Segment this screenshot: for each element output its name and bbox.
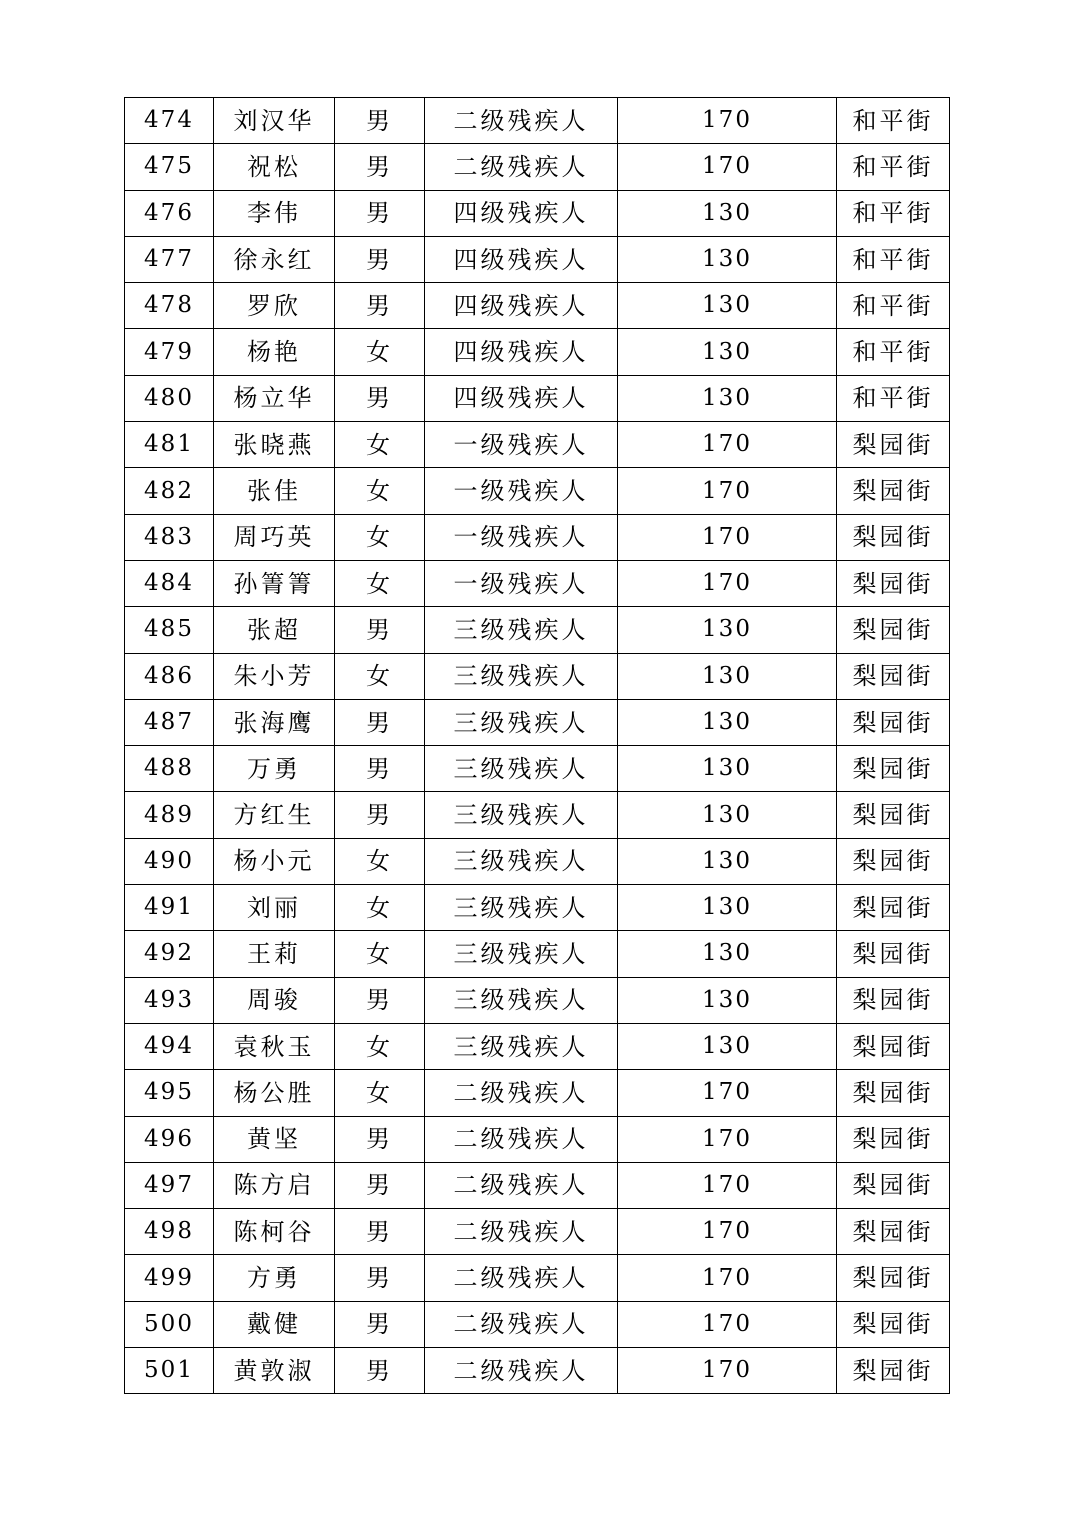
serial-number-cell: 474 [125, 98, 214, 144]
amount-cell: 130 [618, 838, 837, 884]
street-cell: 梨园街 [837, 1301, 950, 1347]
table-row [125, 1255, 950, 1301]
serial-number-cell: 483 [125, 514, 214, 560]
serial-number-cell: 489 [125, 792, 214, 838]
name-cell: 周骏 [214, 977, 335, 1023]
serial-number-cell: 481 [125, 422, 214, 468]
table-row [125, 1162, 950, 1208]
serial-number-cell: 480 [125, 375, 214, 421]
table-row [125, 560, 950, 606]
gender-cell: 女 [335, 514, 425, 560]
amount-cell: 170 [618, 1255, 837, 1301]
table-row [125, 283, 950, 329]
gender-cell: 男 [335, 1301, 425, 1347]
name-cell: 杨立华 [214, 375, 335, 421]
street-cell: 和平街 [837, 98, 950, 144]
table-row [125, 190, 950, 236]
amount-cell: 130 [618, 1023, 837, 1069]
table-row [125, 144, 950, 190]
street-cell: 梨园街 [837, 885, 950, 931]
name-cell: 陈柯谷 [214, 1209, 335, 1255]
gender-cell: 男 [335, 375, 425, 421]
serial-number-cell: 492 [125, 931, 214, 977]
amount-cell: 130 [618, 653, 837, 699]
table-row [125, 1301, 950, 1347]
disability-grade-cell: 四级残疾人 [425, 375, 618, 421]
name-cell: 刘丽 [214, 885, 335, 931]
amount-cell: 130 [618, 699, 837, 745]
serial-number-cell: 501 [125, 1348, 214, 1394]
serial-number-cell: 479 [125, 329, 214, 375]
gender-cell: 女 [335, 468, 425, 514]
gender-cell: 男 [335, 746, 425, 792]
disability-grade-cell: 三级残疾人 [425, 653, 618, 699]
street-cell: 梨园街 [837, 607, 950, 653]
street-cell: 梨园街 [837, 1348, 950, 1394]
amount-cell: 130 [618, 931, 837, 977]
disability-grade-cell: 二级残疾人 [425, 1162, 618, 1208]
name-cell: 杨艳 [214, 329, 335, 375]
street-cell: 梨园街 [837, 1255, 950, 1301]
name-cell: 孙箐箐 [214, 560, 335, 606]
name-cell: 刘汉华 [214, 98, 335, 144]
name-cell: 陈方启 [214, 1162, 335, 1208]
disability-grade-cell: 三级残疾人 [425, 699, 618, 745]
disability-grade-cell: 三级残疾人 [425, 931, 618, 977]
name-cell: 黄坚 [214, 1116, 335, 1162]
amount-cell: 170 [618, 1348, 837, 1394]
serial-number-cell: 484 [125, 560, 214, 606]
table-row [125, 1209, 950, 1255]
gender-cell: 男 [335, 1255, 425, 1301]
name-cell: 戴健 [214, 1301, 335, 1347]
disability-grade-cell: 二级残疾人 [425, 98, 618, 144]
serial-number-cell: 500 [125, 1301, 214, 1347]
gender-cell: 男 [335, 1348, 425, 1394]
amount-cell: 130 [618, 746, 837, 792]
amount-cell: 170 [618, 1070, 837, 1116]
amount-cell: 130 [618, 190, 837, 236]
street-cell: 梨园街 [837, 1116, 950, 1162]
street-cell: 梨园街 [837, 1209, 950, 1255]
amount-cell: 170 [618, 1209, 837, 1255]
amount-cell: 170 [618, 422, 837, 468]
disability-grade-cell: 三级残疾人 [425, 838, 618, 884]
serial-number-cell: 485 [125, 607, 214, 653]
street-cell: 梨园街 [837, 1023, 950, 1069]
street-cell: 和平街 [837, 144, 950, 190]
disability-grade-cell: 二级残疾人 [425, 144, 618, 190]
disability-grade-cell: 三级残疾人 [425, 792, 618, 838]
gender-cell: 女 [335, 1023, 425, 1069]
amount-cell: 170 [618, 1162, 837, 1208]
table-row [125, 514, 950, 560]
serial-number-cell: 482 [125, 468, 214, 514]
name-cell: 周巧英 [214, 514, 335, 560]
name-cell: 徐永红 [214, 236, 335, 282]
name-cell: 张晓燕 [214, 422, 335, 468]
gender-cell: 女 [335, 329, 425, 375]
name-cell: 祝松 [214, 144, 335, 190]
serial-number-cell: 476 [125, 190, 214, 236]
gender-cell: 男 [335, 1209, 425, 1255]
name-cell: 方红生 [214, 792, 335, 838]
disability-grade-cell: 一级残疾人 [425, 560, 618, 606]
amount-cell: 170 [618, 98, 837, 144]
serial-number-cell: 475 [125, 144, 214, 190]
gender-cell: 男 [335, 1116, 425, 1162]
name-cell: 方勇 [214, 1255, 335, 1301]
table-row [125, 699, 950, 745]
serial-number-cell: 487 [125, 699, 214, 745]
gender-cell: 男 [335, 1162, 425, 1208]
table-row [125, 838, 950, 884]
street-cell: 梨园街 [837, 653, 950, 699]
table-row [125, 236, 950, 282]
gender-cell: 女 [335, 1070, 425, 1116]
table-row [125, 653, 950, 699]
amount-cell: 170 [618, 514, 837, 560]
name-cell: 朱小芳 [214, 653, 335, 699]
gender-cell: 男 [335, 699, 425, 745]
name-cell: 杨公胜 [214, 1070, 335, 1116]
gender-cell: 男 [335, 792, 425, 838]
serial-number-cell: 486 [125, 653, 214, 699]
disability-grade-cell: 四级残疾人 [425, 329, 618, 375]
serial-number-cell: 499 [125, 1255, 214, 1301]
table-row [125, 1070, 950, 1116]
street-cell: 梨园街 [837, 1070, 950, 1116]
gender-cell: 男 [335, 98, 425, 144]
name-cell: 李伟 [214, 190, 335, 236]
amount-cell: 170 [618, 560, 837, 606]
serial-number-cell: 491 [125, 885, 214, 931]
disability-grade-cell: 三级残疾人 [425, 977, 618, 1023]
disability-grade-cell: 四级残疾人 [425, 236, 618, 282]
street-cell: 梨园街 [837, 560, 950, 606]
name-cell: 张海鹰 [214, 699, 335, 745]
amount-cell: 130 [618, 283, 837, 329]
table-row [125, 375, 950, 421]
gender-cell: 男 [335, 283, 425, 329]
gender-cell: 男 [335, 977, 425, 1023]
street-cell: 梨园街 [837, 1162, 950, 1208]
serial-number-cell: 498 [125, 1209, 214, 1255]
disability-grade-cell: 四级残疾人 [425, 190, 618, 236]
table-row [125, 746, 950, 792]
amount-cell: 130 [618, 236, 837, 282]
roster-table [124, 97, 950, 1394]
gender-cell: 男 [335, 190, 425, 236]
disability-grade-cell: 二级残疾人 [425, 1348, 618, 1394]
serial-number-cell: 494 [125, 1023, 214, 1069]
disability-grade-cell: 四级残疾人 [425, 283, 618, 329]
name-cell: 张超 [214, 607, 335, 653]
serial-number-cell: 490 [125, 838, 214, 884]
gender-cell: 女 [335, 422, 425, 468]
serial-number-cell: 488 [125, 746, 214, 792]
street-cell: 和平街 [837, 283, 950, 329]
disability-grade-cell: 二级残疾人 [425, 1116, 618, 1162]
street-cell: 和平街 [837, 329, 950, 375]
serial-number-cell: 495 [125, 1070, 214, 1116]
gender-cell: 女 [335, 653, 425, 699]
gender-cell: 女 [335, 885, 425, 931]
table-row [125, 1348, 950, 1394]
amount-cell: 130 [618, 885, 837, 931]
disability-grade-cell: 一级残疾人 [425, 468, 618, 514]
street-cell: 梨园街 [837, 514, 950, 560]
table-row [125, 468, 950, 514]
serial-number-cell: 477 [125, 236, 214, 282]
serial-number-cell: 497 [125, 1162, 214, 1208]
table-row [125, 1023, 950, 1069]
table-row [125, 885, 950, 931]
amount-cell: 170 [618, 1301, 837, 1347]
disability-grade-cell: 三级残疾人 [425, 1023, 618, 1069]
amount-cell: 130 [618, 977, 837, 1023]
amount-cell: 130 [618, 375, 837, 421]
disability-grade-cell: 二级残疾人 [425, 1301, 618, 1347]
street-cell: 梨园街 [837, 468, 950, 514]
table-row [125, 1116, 950, 1162]
street-cell: 梨园街 [837, 746, 950, 792]
street-cell: 和平街 [837, 190, 950, 236]
name-cell: 袁秋玉 [214, 1023, 335, 1069]
street-cell: 梨园街 [837, 977, 950, 1023]
serial-number-cell: 478 [125, 283, 214, 329]
amount-cell: 170 [618, 144, 837, 190]
gender-cell: 女 [335, 838, 425, 884]
disability-grade-cell: 二级残疾人 [425, 1209, 618, 1255]
table-row [125, 607, 950, 653]
street-cell: 梨园街 [837, 931, 950, 977]
table-row [125, 792, 950, 838]
name-cell: 杨小元 [214, 838, 335, 884]
street-cell: 梨园街 [837, 792, 950, 838]
amount-cell: 130 [618, 792, 837, 838]
disability-grade-cell: 三级残疾人 [425, 607, 618, 653]
amount-cell: 130 [618, 607, 837, 653]
amount-cell: 130 [618, 329, 837, 375]
gender-cell: 女 [335, 931, 425, 977]
disability-grade-cell: 三级残疾人 [425, 885, 618, 931]
gender-cell: 男 [335, 236, 425, 282]
table-row [125, 329, 950, 375]
disability-grade-cell: 一级残疾人 [425, 422, 618, 468]
name-cell: 黄敦淑 [214, 1348, 335, 1394]
gender-cell: 男 [335, 607, 425, 653]
name-cell: 万勇 [214, 746, 335, 792]
table-row [125, 422, 950, 468]
street-cell: 和平街 [837, 375, 950, 421]
name-cell: 王莉 [214, 931, 335, 977]
name-cell: 张佳 [214, 468, 335, 514]
street-cell: 和平街 [837, 236, 950, 282]
name-cell: 罗欣 [214, 283, 335, 329]
table-row [125, 977, 950, 1023]
table-row [125, 931, 950, 977]
street-cell: 梨园街 [837, 422, 950, 468]
serial-number-cell: 493 [125, 977, 214, 1023]
amount-cell: 170 [618, 1116, 837, 1162]
serial-number-cell: 496 [125, 1116, 214, 1162]
gender-cell: 女 [335, 560, 425, 606]
disability-grade-cell: 二级残疾人 [425, 1255, 618, 1301]
amount-cell: 170 [618, 468, 837, 514]
gender-cell: 男 [335, 144, 425, 190]
roster-table-body [125, 98, 950, 1394]
table-row [125, 98, 950, 144]
street-cell: 梨园街 [837, 838, 950, 884]
disability-grade-cell: 一级残疾人 [425, 514, 618, 560]
street-cell: 梨园街 [837, 699, 950, 745]
disability-grade-cell: 二级残疾人 [425, 1070, 618, 1116]
disability-grade-cell: 三级残疾人 [425, 746, 618, 792]
